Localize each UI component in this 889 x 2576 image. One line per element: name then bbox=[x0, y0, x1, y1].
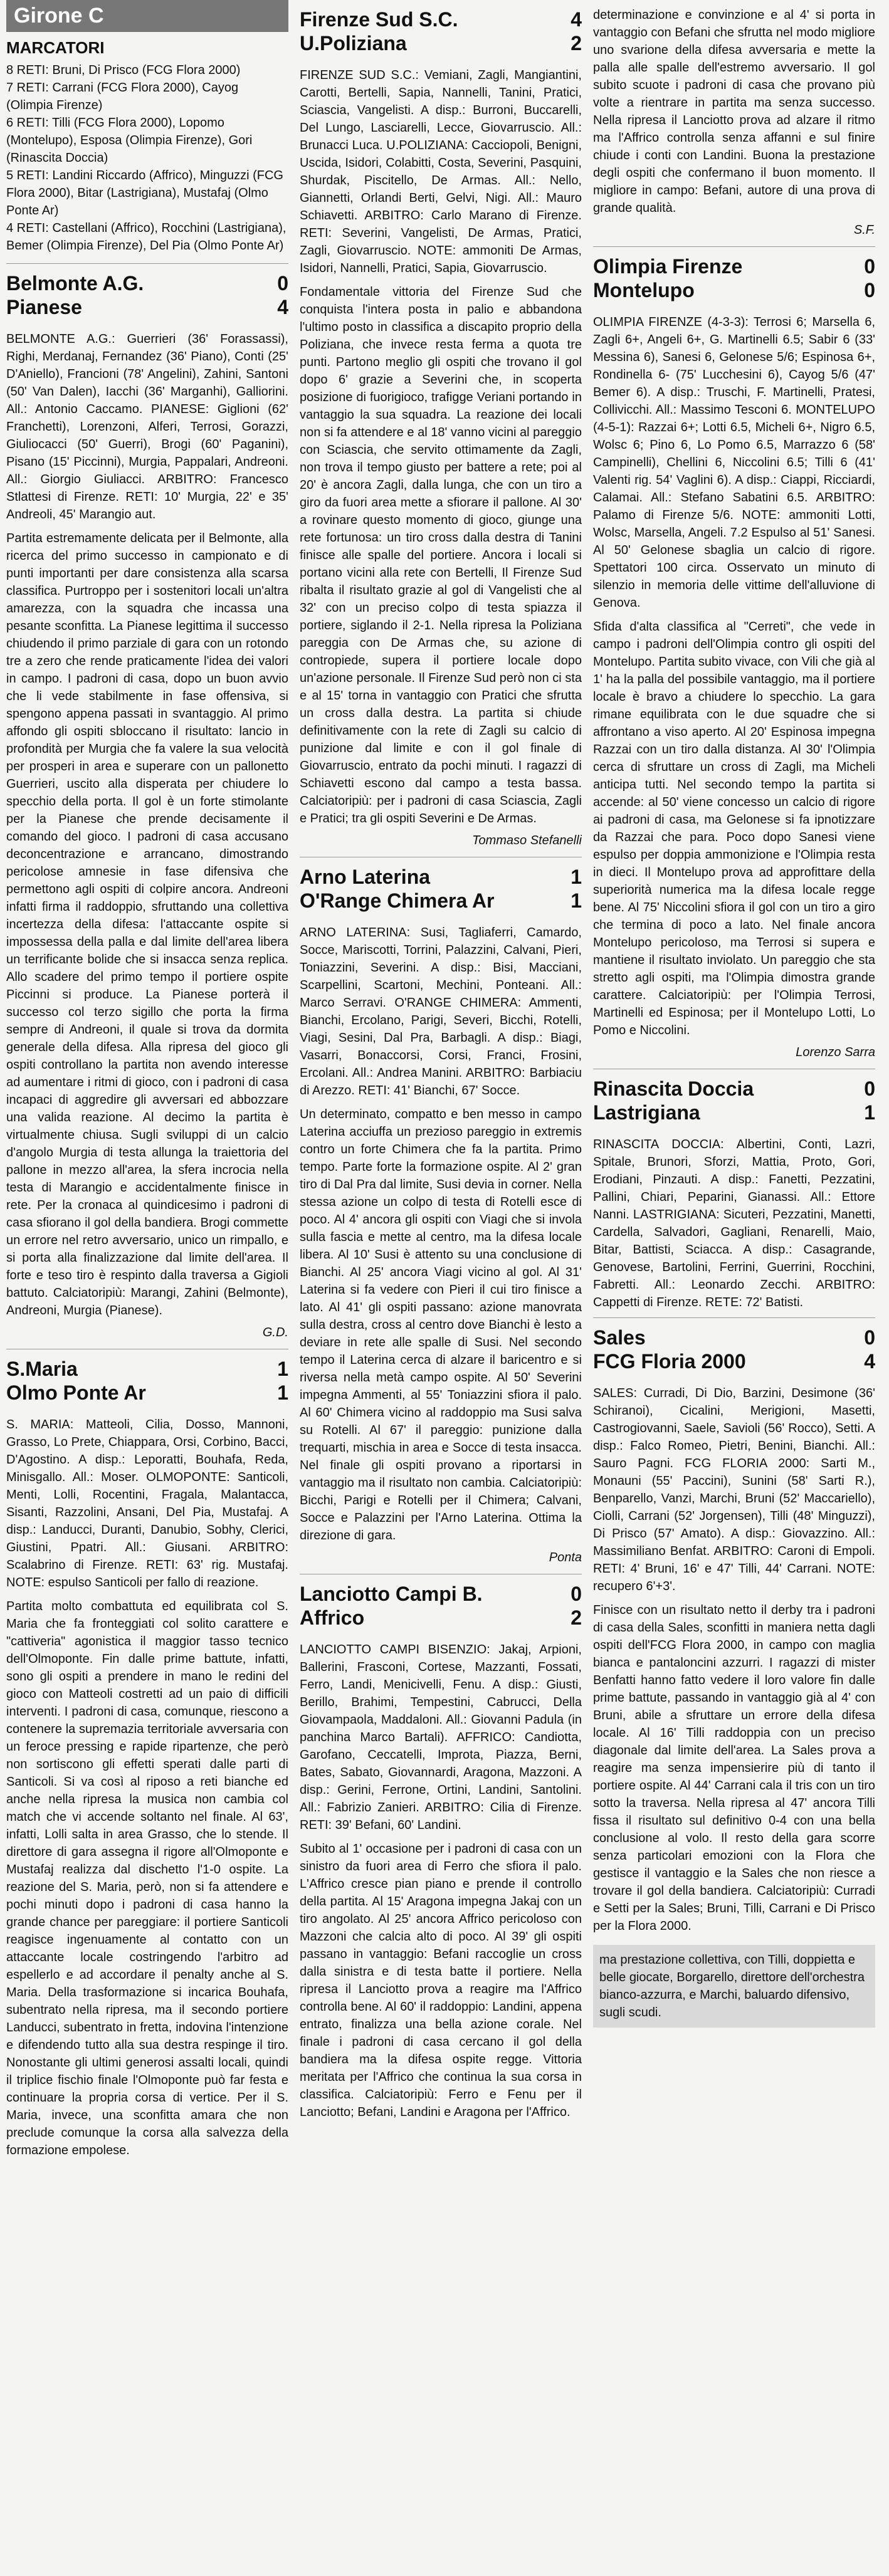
scorer-line: 6 RETI: Tilli (FCG Flora 2000), Lopomo (Montelupo), Esposa (Olimpia Firenze), Gori (Rinascita Doccia) bbox=[6, 116, 253, 165]
scorer-line: 7 RETI: Carrani (FCG Flora 2000), Cayog (Olimpia Firenze) bbox=[6, 81, 239, 112]
team-name: S.Maria bbox=[6, 1358, 78, 1380]
team-row bbox=[593, 278, 875, 302]
team-name: Sales bbox=[593, 1326, 646, 1349]
author-signature: Lorenzo Sarra bbox=[796, 1045, 875, 1059]
team-row bbox=[6, 1381, 288, 1405]
match-report: Fondamentale vittoria del Firenze Sud che conquista l'intera posta in palio e abbandona l'ultimo posto in classifica a discapito proprio della Poliziana, che invece resta ferma a quota tre punti. Partono meglio gli ospiti che trovano il gol dopo 6' grazie a Severini che, in scoperta posizione di fuorigioco, trafigge Veriani portando in vantaggio la sua squadra. La reazione dei locali non si fa attendere e al 18' vanno vicini al pareggio con Sciascia, che servito ottimamente da Zagli, non trova il tempo giusto per battere a rete; poi al 20' è ancora Zagli, dalla lunga, che con un tiro a giro da fuori area mette a sfiorare il pallone. Al 30' a rovinare questo momento di gioco, giunge una rete fortunosa: un tiro cross dalla destra di Tanini finisce alle spalle del portiere. Ancora i locali si portano vicini alla rete con Bertelli, Il Firenze Sud ribalta il risultato grazie al gol di Vangelisti che al 32' con un preciso colpo di testa spiazza il portiere, siglando il 2-1. Nella ripresa la Poliziana pareggia con De Armas che, su azione di contropiede, supera il portiere locale dopo un'azione personale. Il Firenze Sud però non ci sta e al 15' torna in vantaggio con Pratici che sfrutta un cross dalla destra. La partita si chiude definitivamente con la rete di Zagli su calcio di punizione dal limite e con il gol finale di Giovarruscio, entrato da pochi minuti. I ragazzi di Schiavetti escono dal campo a testa bassa. Calciatoripiù: per i padroni di casa Sciascia, Zagli e Pratici; tra gli ospiti Severini e De Armas. bbox=[300, 285, 582, 825]
team-row bbox=[593, 1349, 875, 1373]
team-score: 4 bbox=[864, 1350, 875, 1373]
match-report: Un determinato, compatto e ben messo in campo Laterina acciuffa un prezioso pareggio in extremis contro un forte Chimera che fa la partita. Primo tempo. Parte forte la formazione ospite. Al 2' gran tiro di Dal Pra dal limite, Susi devia in corner. Nella stessa azione un colpo di testa di Rotelli esce di poco. Al 4' ancora gli ospiti con Viagi che si invola sulla fascia e mette al centro, ma la difesa locale libera. Al 10' Susi è attento su una conclusione di Bianchi. Al 25' ancora Viagi vicino al gol. Al 31' Laterina si fa vedere con Pieri il cui tiro finisce a lato. Al 41' gli ospiti passano: azione manovrata sulla destra, cross al centro dove Bianchi è lesto a deviare in rete alle spalle di Susi. Nel secondo tempo il Laterina cerca di alzare il baricentro e si riversa nella metà campo ospite. Al 50' Severini impegna Ammenti, al 55' Toniazzini sfiora il palo. Al 60' Chimera vicino al raddoppio ma Susi salva su Rotelli. Al 67' il pareggio: punizione dalla trequarti, mischia in area e Socce di testa insacca. Nel finale gli ospiti provano a riportarsi in vantaggio ma il risultato non cambia. Calciatoripiù: Bicchi, Parigi e Rotelli per il Chimera; Calvani, Socce e Palazzini per l'Arno Laterina. Ottima la direzione di gara. bbox=[300, 1107, 582, 1542]
team-score: 0 bbox=[864, 255, 875, 278]
team-row bbox=[593, 1077, 875, 1101]
divider bbox=[593, 246, 875, 247]
team-name: Belmonte A.G. bbox=[6, 272, 144, 295]
scorers-title: MARCATORI bbox=[6, 38, 105, 57]
team-row bbox=[593, 1326, 875, 1349]
match-report: Partita molto combattuta ed equilibrata col S. Maria che fa fronteggiati col solito carattere e "cattiveria" agonistica il maggior tasso tecnico dell'Olmoponte. Fin dalle prime battute, infatti, sono gli ospiti a prendere in mano le redini del gioco con Matteoli costretti ad un paio di difficili interventi. I padroni di casa, comunque, riescono a contenere la supremazia territoriale avversaria con un feroce pressing e rapide ripartenze, che però non sortiscono gli effetti sperati dalle parti di Santicoli. Si va così al riposo a reti bianche ed anche nella ripresa la musica non cambia col match che vi accende soltanto nel finale. Al 63', infatti, Lolli salta in area Grasso, che lo stende. Il direttore di gara assegna il rigore all'Olmoponte e Mustafaj realizza dal dischetto l'1-0 ospite. La reazione del S. Maria, però, non si fa attendere e pochi minuti dopo i padroni di casa hanno la grande chance per pareggiare: il portiere Santicoli reagisce ingenuamente al contatto con un attaccante locale costringendo l'arbitro ad espellerlo e ad accordare il penalty anche al S. Maria. Della trasformazione si incarica Bouhafa, subentrato nella ripresa, ma il secondo portiere Landucci, subentrato in fretta, indovina l'intenzione e difendendo tutto alla sua destra respinge il tiro. Nonostante gli ultimi generosi assalti locali, quindi il triplice fischio finale l'Olmoponte può far festa e continuare la propria corsa di vertice. Per il S. Maria, invece, una sconfitta amara che non preclude comunque la corsa alla salvezza della formazione empolese. bbox=[6, 1600, 288, 2157]
team-name: Lastrigiana bbox=[593, 1101, 700, 1124]
match-header bbox=[6, 271, 288, 319]
author-signature: Ponta bbox=[549, 1551, 582, 1564]
team-row bbox=[300, 1606, 582, 1630]
team-row bbox=[300, 889, 582, 913]
team-score: 2 bbox=[571, 32, 582, 55]
team-score: 0 bbox=[864, 1326, 875, 1349]
match-report: Finisce con un risultato netto il derby tra i padroni di casa della Sales, sconfitti in maniera netta dagli ospiti dell'FCG Flora 2000, in campo con maglia bianca e pantaloncini azzurri. I ragazzi di mister Benfatti hanno fatto vedere il loro valore fin dalle prime battute, passando in vantaggio già al 4' con Bruni, abile a sfruttare un errore della difesa locale. Al 16' Tilli raddoppia con un preciso diagonale dal limite dell'area. La Sales prova a reagire ma senza impensierire più di tanto il portiere ospite. Al 44' Carrani cala il tris con un tiro sotto la traversa. Nella ripresa al 47' ancora Tilli fissa il risultato sul definitivo 0-4 con una bella conclusione al volo. Il resto della gara scorre senza particolari emozioni con la Flora che gestisce il vantaggio e la Sales che non riesce a trovare il gol della bandiera. Calciatoripiù: Curradi e Setti per la Sales; Bruni, Tilli, Carrani e Di Prisco per la Flora 2000. bbox=[593, 1603, 875, 1933]
lineups-text: LANCIOTTO CAMPI BISENZIO: Jakaj, Arpioni, Ballerini, Frasconi, Cortese, Mazzanti, Fossati, Ferro, Landi, Menicivelli, Fenu. A disp.: Giusti, Berillo, Brahimi, Tempestini, Cabrucci, Della Giovampaola, Maddaloni. All.: Giovanni Padula (in panchina Marco Bartali). AFFRICO: Candiotta, Garofano, Ceccatelli, Improta, Piazza, Berni, Bates, Sabato, Giovannardi, Aragona, Mazzoni. A disp.: Gerini, Ferrone, Ortini, Landini, Santolini. All.: Fabrizio Zanieri. ARBITRO: Cilia di Firenze. RETI: 39' Befani, 60' Landini. bbox=[300, 1643, 582, 1832]
author-signature: S.F. bbox=[853, 223, 875, 237]
team-row bbox=[6, 1357, 288, 1381]
column-middle bbox=[300, 0, 582, 2576]
team-score: 0 bbox=[571, 1583, 582, 1605]
team-name: FCG Floria 2000 bbox=[593, 1350, 746, 1373]
team-row bbox=[593, 1101, 875, 1124]
scorer-line: 8 RETI: Bruni, Di Prisco (FCG Flora 2000) bbox=[6, 63, 241, 77]
team-name: Rinascita Doccia bbox=[593, 1077, 754, 1100]
team-row bbox=[593, 254, 875, 278]
lineups-text: SALES: Curradi, Di Dio, Barzini, Desimone (36' Schiranoi), Cicalini, Merigioni, Masetti, Castrogiovanni, Saele, Savioli (56' Rocco), Setti. A disp.: Falco Romeo, Pietri, Benini, Bianchi. All.: Sauro Pagni. FCG FLORIA 2000: Sarti M., Monauni (55' Paccini), Sunini (58' Sarti R.), Benparello, Vanzi, Marchi, Bruni (52' Maccariello), Ciolli, Carrani (52' Jorgensen), Tilli (48' Minguzzi), Di Prisco (57' Amato). A disp.: Giovazzino. All.: Massimiliano Benfat. ARBITRO: Caroni di Empoli. RETI: 4' Bruni, 16' e 47' Tilli, 44' Carrani. NOTE: recupero 6'+3'. bbox=[593, 1386, 875, 1593]
team-score: 0 bbox=[864, 279, 875, 301]
team-name: Olimpia Firenze bbox=[593, 255, 743, 278]
lineups-text: S. MARIA: Matteoli, Cilia, Dosso, Mannoni, Grasso, Lo Prete, Chiappara, Orsi, Corbino, Bacci, D'Agostino. A disp.: Leporatti, Bouhafa, Reda, Minisgallo. All.: Moser. OLMOPONTE: Santicoli, Menti, Lolli, Rocentini, Fragala, Malantacca, Sisanti, Razzolini, Ansani, Del Pia, Mustafaj. A disp.: Landucci, Duranti, Danubio, Sobhy, Clerici, Giustini, Ppatri. All.: Giusani. ARBITRO: Scalabrino di Firenze. RETI: 63' rig. Mustafaj. NOTE: espulso Santicoli per fallo di reazione. bbox=[6, 1418, 288, 1589]
match-report: Subito al 1' occasione per i padroni di casa con un sinistro da fuori area di Ferro che sfiora il palo. L'Affrico cresce pian piano e prende il controllo della partita. Al 15' Aragona impegna Jakaj con un tiro angolato. Al 25' ancora Affrico pericoloso con Mazzoni che calcia alto di poco. Al 39' gli ospiti passano in vantaggio: Befani raccoglie un cross dalla sinistra e di testa batte il portiere. Nella ripresa il Lanciotto prova a reagire ma l'Affrico controlla bene. Al 60' il raddoppio: Landini, appena entrato, finalizza una bella azione corale. Nel finale i padroni di casa cercano il gol della bandiera ma la difesa ospite regge. Vittoria meritata per l'Affrico che continua la sua corsa in classifica. Calciatoripiù: Ferro e Fenu per il Lanciotto; Befani, Landini e Aragona per l'Affrico. bbox=[300, 1842, 582, 2119]
team-row bbox=[300, 1582, 582, 1606]
match-report: Sfida d'alta classifica al "Cerreti", che vede in campo i padroni dell'Olimpia contro gli ospiti del Montelupo. Partita subito vivace, con Vili che già al 1' ha la palla del possibile vantaggio, ma il portiere locale è bravo a chiudere lo specchio. La gara rimane equilibrata con le due squadre che si affrontano a viso aperto. Al 20' Espinosa impegna Razzai con un tiro dalla distanza. Al 30' l'Olimpia cerca di sfruttare un cross di Zagli, ma Micheli anticipa tutti. Nel secondo tempo la partita si accende: al 50' viene concesso un calcio di rigore ai padroni di casa, ma Gelonese si fa ipnotizzare da Razzai che para. Poco dopo Sanesi viene espulso per doppia ammonizione e l'Olimpia resta in dieci. Il Montelupo prova ad approfittare della superiorità numerica ma la difesa locale regge bene. Al 75' Niccolini sfiora il gol con un tiro a giro che termina di poco a lato. Nel finale ancora Montelupo pericoloso, ma Terrosi si supera e mantiene il risultato inviolato. Un pareggio che sta stretto agli ospiti, ma l'Olimpia dimostra grande carattere. Calciatoripiù: per l'Olimpia Terrosi, Martinelli ed Espinosa; per il Montelupo Lotti, Lo Pomo e Niccolini. bbox=[593, 620, 875, 1037]
team-score: 4 bbox=[277, 296, 288, 318]
team-score: 1 bbox=[277, 1381, 288, 1404]
team-score: 0 bbox=[277, 272, 288, 295]
match-report-continued: determinazione e convinzione e al 4' si porta in vantaggio con Befani che sfrutta nel modo migliore uno svarione della difesa avversaria e mette la palla alle spalle dell'estremo avversario. Il gol subito scuote i padroni di casa che provano più volte a rientrare in partita ma senza successo. Nella ripresa il Lanciotto prova ad alzare il ritmo ma l'Affrico controlla senza affanni e sul finire chiude i conti con Landini. Buona la prestazione degli ospiti che confermano il buon momento. Il migliore in campo: Befani, autore di una prova di grande qualità. bbox=[593, 8, 875, 215]
column-right bbox=[593, 0, 875, 2576]
lineups-text: BELMONTE A.G.: Guerrieri (36' Forassassi), Righi, Merdanaj, Fernandez (36' Piano), Conti (25' D'Aniello), Francioni (78' Angelini), Zahini, Santoni (50' Van Dalen), Iacchi (36' Marganhi), Galliorini. All.: Antonio Caccamo. PIANESE: Giglioni (62' Franchetti), Lorenzoni, Alferi, Terrosi, Gorazzi, Giuliocacci (50' Guerri), Brogi (60' Paganini), Pisano (15' Piccinni), Murgia, Pappalari, Andreoni. All.: Giorgio Giuliacci. ARBITRO: Francesco Stlattesi di Firenze. RETI: 10' Murgia, 22' e 35' Andreoli, 45' Marangio aut. bbox=[6, 332, 288, 521]
scorer-line: 4 RETI: Castellani (Affrico), Rocchini (Lastrigiana), Bemer (Olimpia Firenze), Del Pia (Olmo Ponte Ar) bbox=[6, 221, 287, 253]
lineups-text: FIRENZE SUD S.C.: Vemiani, Zagli, Mangiantini, Carotti, Bertelli, Sapia, Nannelli, Tanini, Pratici, Sciascia, Vangelisti. A disp.: Burroni, Buccarelli, Del Lungo, Lasciarelli, Lecce, Giovarruscio. All.: Brunacci Luca. U.POLIZIANA: Cacciopoli, Benigni, Uscida, Isidori, Colabitti, Costa, Severini, Pasquini, Shurdak, Piscitello, De Armas. All.: Nello, Giannetti, Orlandi Berti, Gelvi, Nigi. All.: Mauro Schiavetti. ARBITRO: Carlo Marano di Firenze. RETI: Severini, Vangelisti, De Armas, Pratici, Zagli, Giovarruscio. NOTE: ammoniti De Armas, Isidori, Nannelli, Pratici, Sapia, Giovarruscio. bbox=[300, 68, 582, 275]
team-name: Olmo Ponte Ar bbox=[6, 1381, 146, 1404]
divider bbox=[6, 263, 288, 264]
team-score: 2 bbox=[571, 1606, 582, 1629]
team-row bbox=[6, 295, 288, 319]
match-header bbox=[593, 1326, 875, 1373]
match-report: Partita estremamente delicata per il Belmonte, alla ricerca del primo successo in campionato e di punti importanti per dare consistenza alla scarsa classifica. Purtroppo per i sostenitori locali un'altra amarezza, con la squadra che incassa una pesante sconfitta. La Pianese legittima il successo chiudendo il primo parziale di gara con un rotondo tre a zero che rende praticamente l'idea dei valori in campo. I padroni di casa, dopo un buon avvio che li vede stabilmente in fase offensiva, si spengono appena passati in svantaggio. Al primo affondo gli ospiti sbloccano il risultato: lancio in profondità per Murgia che fa valere la sua velocità per prosperi in area e superare con un pallonetto Guerrieri, uscito alla disperata per chiudere lo specchio della porta. Il gol è un forte stimolante per la Pianese che prende decisamente il comando del gioco. I padroni di casa accusano deconcentrazione e arrancano, dimostrando pericolose amnesie in fase difensiva che permettono agli ospiti di colpire ancora. Andreoni infatti firma il raddoppio, sfruttando una collettiva incertezza della difesa: l'attaccante ospite si impossessa della palla e dal limite dell'area libera un terrificante bolide che si insacca senza replica. Allo scadere del primo tempo il portiere ospite Piccinni si produce. La Pianese porterà il successo col terzo sigillo che porta la firma sempre di Andreoni, il quale si trova da dormita generale della difesa. Alla ripresa del gioco gli ospiti controllano la partita non avendo interesse ad aumentare i ritmi di gioco, con i padroni di casa incapaci di aggredire gli avversari ed abbozzare una valida reazione. Al decimo la partita è virtualmente chiusa. Sugli sviluppi di un calcio d'angolo Murgia di testa allunga la traiettoria del pallone in mezzo all'area, la sfera incrocia nella testa di Marangio e accidentalmente finisce in rete. Per la cronaca al quindicesimo i padroni di casa sfiorano il gol della bandiera. Brogi commette un errore nel retro avversario, unico un rimpallo, e si porta alla finalizzazione dal limite dell'area. Il forte e teso tiro è respinto dalla traversa a Gigioli battuto. Calciatoripiù: Marangi, Zahini (Belmonte), Andreoni, Murgia (Pianese). bbox=[6, 531, 288, 1317]
author-signature: G.D. bbox=[262, 1326, 288, 1339]
column-left bbox=[6, 0, 288, 2576]
highlight-box: ma prestazione collettiva, con Tilli, doppietta e belle giocate, Borgarello, direttore dell'orchestra bianco-azzurra, e Marchi, baluardo difensivo, sugli scudi. bbox=[593, 1945, 875, 2028]
team-name: Lanciotto Campi B. bbox=[300, 1583, 483, 1605]
team-name: U.Poliziana bbox=[300, 32, 407, 55]
team-score: 1 bbox=[864, 1101, 875, 1124]
divider bbox=[593, 1317, 875, 1318]
match-header bbox=[300, 865, 582, 913]
team-name: Firenze Sud S.C. bbox=[300, 8, 458, 31]
team-score: 0 bbox=[864, 1077, 875, 1100]
lineups-text: OLIMPIA FIRENZE (4-3-3): Terrosi 6; Marsella 6, Zagli 6+, Angeli 6+, G. Martinelli 6.5; Sabir 6 (33' Messina 6), Sanesi 6, Gelonese 5/6; Espinosa 6+, Rondinella 6- (75' Lucchesini 6), Cayog 5/6 (47' Bemer 6). A disp.: Truschi, F. Martinelli, Pratesi, Collivicchi. All.: Massimo Tesconi 6. MONTELUPO (4-5-1): Razzai 6+; Lotti 6.5, Micheli 6+, Nigro 6.5, Wolsc 6; Pino 6, Lo Pomo 6.5, Marrazzo 6 (58' Campinelli), Chellini 6, Niccolini 6.5; Tilli 6 (41' Valenti rig. 54' Vaglini 6). A disp.: Ciappi, Ricciardi, Calamai. All.: Stefano Sabatini 6.5. ARBITRO: Palamo di Firenze 5/6. NOTE: ammoniti Lotti, Wolsc, Marsella, Angeli. 7.2 Espulso al 51' Sanesi. Al 50' Gelonese sbaglia un calcio di rigore. Spettatori 100 circa. Osservato un minuto di silenzio in memoria delle vittime dell'alluvione di Genova. bbox=[593, 315, 875, 610]
team-score: 1 bbox=[571, 889, 582, 912]
team-score: 4 bbox=[571, 8, 582, 31]
match-header bbox=[6, 1357, 288, 1405]
team-row bbox=[6, 271, 288, 295]
author-signature: Tommaso Stefanelli bbox=[472, 834, 582, 847]
team-score: 1 bbox=[571, 866, 582, 888]
match-header bbox=[300, 8, 582, 55]
scorer-line: 5 RETI: Landini Riccardo (Affrico), Minguzzi (FCG Flora 2000), Bitar (Lastrigiana), Mustafaj (Olmo Ponte Ar) bbox=[6, 169, 283, 217]
team-name: Affrico bbox=[300, 1606, 365, 1629]
team-score: 1 bbox=[277, 1358, 288, 1380]
match-header bbox=[593, 254, 875, 302]
team-row bbox=[300, 865, 582, 889]
team-name: Montelupo bbox=[593, 279, 695, 301]
team-name: Arno Laterina bbox=[300, 866, 431, 888]
team-row bbox=[300, 8, 582, 31]
team-row bbox=[300, 31, 582, 55]
team-name: Pianese bbox=[6, 296, 82, 318]
team-name: O'Range Chimera Ar bbox=[300, 889, 495, 912]
match-header bbox=[300, 1582, 582, 1630]
lineups-text: ARNO LATERINA: Susi, Tagliaferri, Camardo, Socce, Mariscotti, Torrini, Palazzini, Calvani, Pieri, Toniazzini, Severini. A disp.: Bisi, Macciani, Scarpellini, Scartoni, Mechini, Ponteani. All.: Marco Serravi. O'RANGE CHIMERA: Ammenti, Bianchi, Ercolano, Parigi, Severi, Bicchi, Rotelli, Viagi, Sesini, Dal Pra, Barbagli. A disp.: Biagi, Vasarri, Bonaccorsi, Corsi, Franci, Frosini, Ercolani. All.: Andrea Manini. ARBITRO: Barbiaciu di Arezzo. RETI: 41' Bianchi, 67' Socce. bbox=[300, 926, 582, 1097]
scorers-list bbox=[6, 61, 288, 254]
match-header bbox=[593, 1077, 875, 1124]
group-title-banner: Girone C bbox=[6, 0, 288, 32]
lineups-text: RINASCITA DOCCIA: Albertini, Conti, Lazri, Spitale, Brunori, Sforzi, Mattia, Proto, Gori, Erodiani, Pinzauti. A disp.: Fanetti, Pezzatini, Pallini, Chiari, Peparini, Gianassi. All.: Ettore Nanni. LASTRIGIANA: Sicuteri, Pezzatini, Manetti, Cardella, Salvadori, Gagliani, Renarelli, Maio, Bitar, Battisti, Sciacca. A disp.: Casagrande, Genovese, Bartolini, Ferrini, Guerrini, Rocchini, Fabretti. All.: Leonardo Zecchi. ARBITRO: Cappetti di Firenze. RETE: 72' Batisti. bbox=[593, 1138, 875, 1309]
